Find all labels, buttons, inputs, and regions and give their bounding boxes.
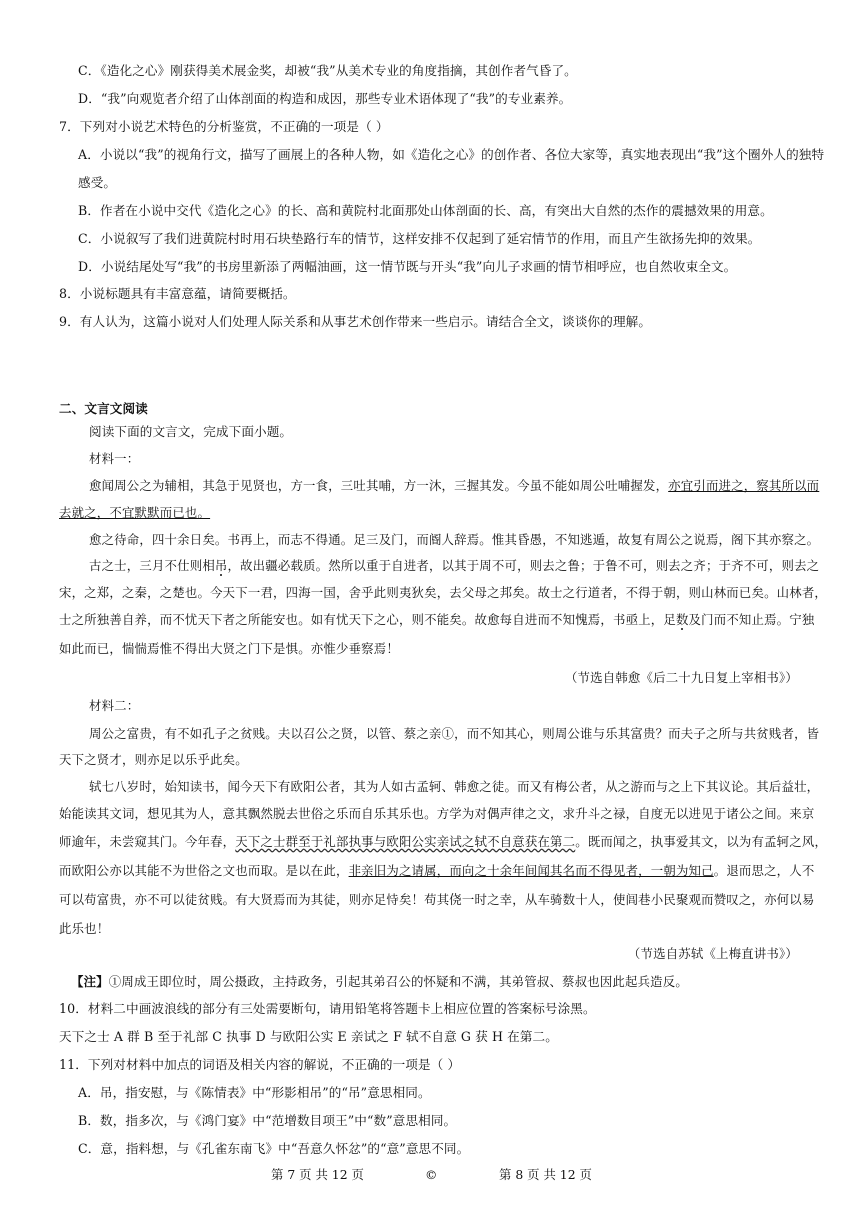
material-1-line: 愈闻周公之为辅相，其急于见贤也，方一食，三吐其哺，方一沐，三握其发。今虽不能如周公吐哺握发，亦宜引而进之，察其所以而 — [89, 478, 820, 493]
q7-stem: 7．下列对小说艺术特色的分析鉴赏，不正确的一项是（ ） — [59, 119, 389, 134]
q10-stem: 10．材料二中画波浪线的部分有三处需要断句，请用铅笔将答题卡上相应位置的答案标号涂黑。 — [59, 1001, 596, 1016]
q11-option-c: C．意，指料想，与《孔雀东南飞》中“吾意久怀忿”的“意”意思不同。 — [78, 1141, 470, 1156]
section-title: 二、文言文阅读 — [59, 401, 148, 416]
q11-stem: 11．下列对材料中加点的词语及相关内容的解说，不正确的一项是（ ） — [59, 1057, 461, 1072]
note-tag: 【注】 — [71, 974, 109, 989]
material-1-line: 宋，之郑，之秦，之楚也。今天下一君，四海一国，舍乎此则夷狄矣，去父母之邦矣。故士之行道者，不得于朝，则山林而已矣。山林者， — [59, 585, 828, 600]
q7-option-c: C．小说叙写了我们进黄院村时用石块垫路行车的情节，这样安排不仅起到了延宕情节的作用，而且产生欲扬先抑的效果。 — [78, 231, 761, 246]
material-1-line: 愈之待命，四十余日矣。书再上，而志不得通。足三及门，而阍人辞焉。惟其昏愚，不知逃遁，故复有周公之说焉，阁下其亦察之。 — [89, 532, 820, 547]
q10-sentence: 天下之士 A 群 B 至于礼部 C 执事 D 与欧阳公实 E 亲试之 F 轼不自意 G 获 H 在第二。 — [59, 1029, 558, 1044]
copyright-icon: © — [425, 1167, 438, 1182]
dotted-word-diao: 吊 — [214, 558, 228, 573]
material-2-source: （节选自苏轼《上梅直讲书》） — [627, 946, 798, 961]
q7-option-a: A．小说以“我”的视角行文，描写了画展上的各种人物，如《造化之心》的创作者、各位大家等，真实地表现出“我”这个圈外人的独特 — [78, 147, 825, 162]
material-2-label: 材料二： — [89, 698, 140, 713]
q8-stem: 8．小说标题具有丰富意蕴，请简要概括。 — [59, 286, 296, 301]
material-2-line: 可以苟富贵，亦不可以徒贫贱。有大贤焉而为其徒，则亦足恃矣！苟其侥一时之幸，从车骑数十人，使闾巷小民聚观而赞叹之，亦何以易 — [59, 892, 815, 907]
q7-option-d: D．小说结尾处写“我”的书房里新添了两幅油画，这一情节既与开头“我”向儿子求画的情节相呼应，也自然收束全文。 — [78, 259, 737, 274]
material-2-line: 而欧阳公亦以其能不为世俗之文也而取。是以在此，非亲旧为之请属，而向之十余年间闻其名而不得见者，一朝为知己。退而思之，人不 — [59, 863, 815, 878]
footer-page-left: 第 7 页 共 12 页 — [271, 1167, 364, 1182]
material-1-line: 古之士，三月不仕则相吊，故出疆必载质。然所以重于自进者，以其于周不可，则去之鲁；于鲁不可，则去之齐；于齐不可，则去之 — [89, 558, 820, 573]
wavy-underlined-passage: 天下之士群至于礼部执事与欧阳公实亲试之轼不自意获在第二 — [235, 834, 576, 849]
material-1-source: （节选自韩愈《后二十九日复上宰相书》） — [564, 670, 798, 685]
q6-option-c: C．《造化之心》刚获得美术展金奖，却被“我”从美术专业的角度指摘，其创作者气昏了。 — [78, 63, 577, 78]
material-1-line: 如此而已，惴惴焉惟不得出大贤之门下是惧。亦惟少垂察焉！ — [59, 641, 399, 656]
annotation-note: 【注】①周成王即位时，周公摄政，主持政务，引起其弟召公的怀疑和不满，其弟管叔、蔡叔也因此起兵造反。 — [71, 974, 688, 989]
material-1-line: 士之所独善自养，而不忧天下者之所能安也。如有忧天下之心，则不能矣。故愈每自进而不知愧焉，书亟上，足数及门而不知止焉。宁独 — [59, 612, 815, 627]
material-2-line: 始能读其文词，想见其为人，意其飘然脱去世俗之乐而自乐其乐也。方学为对偶声律之文，求升斗之禄，自度无以进见于诸公之间。来京 — [59, 806, 815, 821]
underlined-passage: 非亲旧为之请属，而向之十余年间闻其名而不得见者，一朝为知己 — [348, 863, 714, 878]
underlined-passage: 亦宜引而进之，察其所以而 — [668, 478, 820, 493]
material-2-line: 天下之贤才，则亦足以乐乎此矣。 — [59, 752, 248, 767]
dotted-word-shuo: 数 — [675, 612, 689, 627]
footer-page-right: 第 8 页 共 12 页 — [499, 1167, 592, 1182]
material-2-line: 师逾年，未尝窥其门。今年春，天下之士群至于礼部执事与欧阳公实亲试之轼不自意获在第二。既而闻之，执事爱其文，以为有孟轲之风， — [59, 834, 828, 849]
q6-option-d: D．“我”向观览者介绍了山体剖面的构造和成因，那些专业术语体现了“我”的专业素养。 — [78, 91, 572, 106]
q7-option-a-cont: 感受。 — [78, 175, 117, 190]
material-1-label: 材料一： — [89, 451, 140, 466]
q11-option-b: B．数，指多次，与《鸿门宴》中“范增数目项王”中“数”意思相同。 — [78, 1113, 457, 1128]
material-2-line: 轼七八岁时，始知读书，闻今天下有欧阳公者，其为人如古孟轲、韩愈之徒。而又有梅公者，从之游而与之上下其议论。其后益壮， — [89, 779, 820, 794]
q11-option-a: A．吊，指安慰，与《陈情表》中“形影相吊”的“吊”意思相同。 — [78, 1085, 431, 1100]
q7-option-b: B．作者在小说中交代《造化之心》的长、高和黄院村北面那处山体剖面的长、高，有突出大自然的杰作的震撼效果的用意。 — [78, 203, 773, 218]
material-2-line: 周公之富贵，有不如孔子之贫贱。夫以召公之贤，以管、蔡之亲①，而不知其心，则周公谁与乐其富贵？而夫子之所与共贫贱者，皆 — [89, 726, 820, 741]
q9-stem: 9．有人认为，这篇小说对人们处理人际关系和从事艺术创作带来一些启示。请结合全文，谈谈你的理解。 — [59, 314, 652, 329]
material-1-underlined-line: 去就之，不宜默默而已也。 — [59, 505, 211, 520]
section-intro: 阅读下面的文言文，完成下面小题。 — [89, 424, 293, 439]
material-2-line: 此乐也！ — [59, 921, 110, 936]
